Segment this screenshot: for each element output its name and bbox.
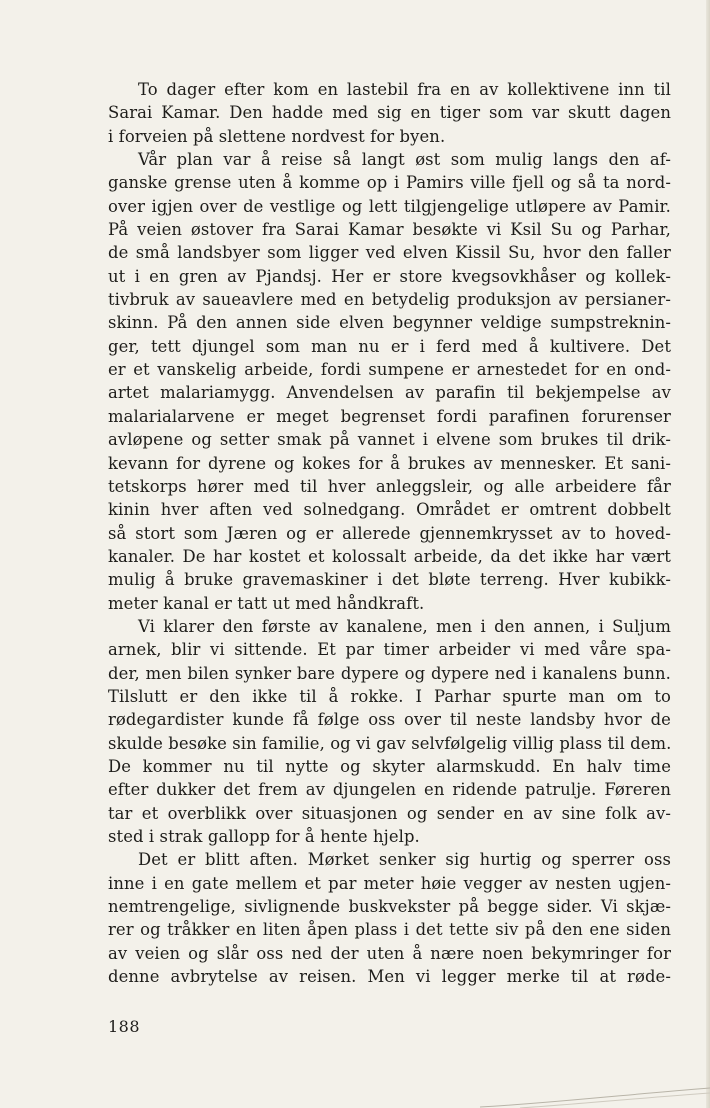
text-line: efter dukker det frem av djungelen en ridende patrulje. Føreren (108, 780, 671, 800)
page-edge (706, 0, 710, 1108)
page-curl-decoration (480, 1084, 710, 1108)
text-line: Tilslutt er den ikke til å rokke. I Parhar spurte man om to (108, 686, 671, 706)
text-line: tivbruk av saueavlere med en betydelig produksjon av persianer- (108, 290, 671, 310)
text-line: De kommer nu til nytte og skyter alarmskudd. En halv time (108, 756, 671, 776)
text-line: arnek, blir vi sittende. Et par timer arbeider vi med våre spa- (108, 640, 671, 660)
text-line: av veien og slår oss ned der uten å nære noen bekymringer for (108, 943, 671, 963)
text-line: avløpene og setter smak på vannet i elvene som brukes til drik- (108, 430, 671, 450)
text-line: nemtrengelige, sivlignende buskvekster på begge sider. Vi skjæ- (108, 897, 671, 917)
text-line: er et vanskelig arbeide, fordi sumpene er arnestedet for en ond- (108, 360, 671, 380)
text-line: kinin hver aften ved solnedgang. Området er omtrent dobbelt (108, 500, 671, 520)
text-line: så stort som Jæren og er allerede gjennemkrysset av to hoved- (108, 523, 671, 543)
text-line: over igjen over de vestlige og lett tilgjengelige utløpere av Pamir. (108, 196, 671, 216)
text-line: kevann for dyrene og kokes for å brukes av mennesker. Et sani- (108, 453, 671, 473)
text-line: tetskorps hører med til hver anleggsleir, og alle arbeidere får (108, 476, 671, 496)
text-line: rer og tråkker en liten åpen plass i det tette siv på den ene siden (108, 920, 671, 940)
text-line: skinn. På den annen side elven begynner veldige sumpstreknin- (108, 313, 671, 333)
text-line: Det er blitt aften. Mørket senker sig hurtig og sperrer oss (138, 850, 671, 870)
text-line: Vi klarer den første av kanalene, men i den annen, i Suljum (138, 616, 671, 636)
text-line: rødegardister kunde få følge oss over til neste landsby hvor de (108, 710, 671, 730)
text-line: skulde besøke sin familie, og vi gav selvfølgelig villig plass til dem. (108, 733, 672, 753)
text-line: der, men bilen synker bare dypere og dypere ned i kanalens bunn. (108, 663, 671, 683)
page-number: 188 (108, 1017, 141, 1036)
text-line: På veien østover fra Sarai Kamar besøkte vi Ksil Su og Parhar, (108, 220, 671, 240)
text-line: To dager efter kom en lastebil fra en av kollektivene inn til (138, 80, 671, 99)
text-line: ganske grense uten å komme op i Pamirs ville fjell og så ta nord- (108, 173, 671, 193)
text-line: denne avbrytelse av reisen. Men vi legger merke til at røde- (108, 967, 671, 987)
text-line: de små landsbyer som ligger ved elven Kissil Su, hvor den faller (108, 243, 671, 263)
text-line: malarialarvene er meget begrenset fordi parafinen forurenser (108, 406, 671, 426)
text-line: ger, tett djungel som man nu er i ferd med å kultivere. Det (108, 336, 671, 356)
text-line: tar et overblikk over situasjonen og sender en av sine folk av- (108, 803, 671, 823)
text-line: mulig å bruke gravemaskiner i det bløte terreng. Hver kubikk- (108, 570, 671, 590)
text-line: kanaler. De har kostet et kolossalt arbeide, da det ikke har vært (108, 546, 671, 566)
text-line: Vår plan var å reise så langt øst som mulig langs den af- (138, 150, 671, 170)
body-text (108, 78, 671, 988)
text-line: Sarai Kamar. Den hadde med sig en tiger som var skutt dagen (108, 103, 671, 123)
text-line: sted i strak gallopp for å hente hjelp. (108, 827, 420, 846)
text-line: i forveien på slettene nordvest for byen. (108, 126, 446, 146)
text-line: artet malariamygg. Anvendelsen av parafin til bekjempelse av (108, 383, 671, 403)
text-line: meter kanal er tatt ut med håndkraft. (108, 593, 425, 613)
text-line: inne i en gate mellem et par meter høie vegger av nesten ugjen- (108, 873, 671, 893)
text-line: ut i en gren av Pjandsj. Her er store kvegsovkhåser og kollek- (108, 266, 671, 286)
